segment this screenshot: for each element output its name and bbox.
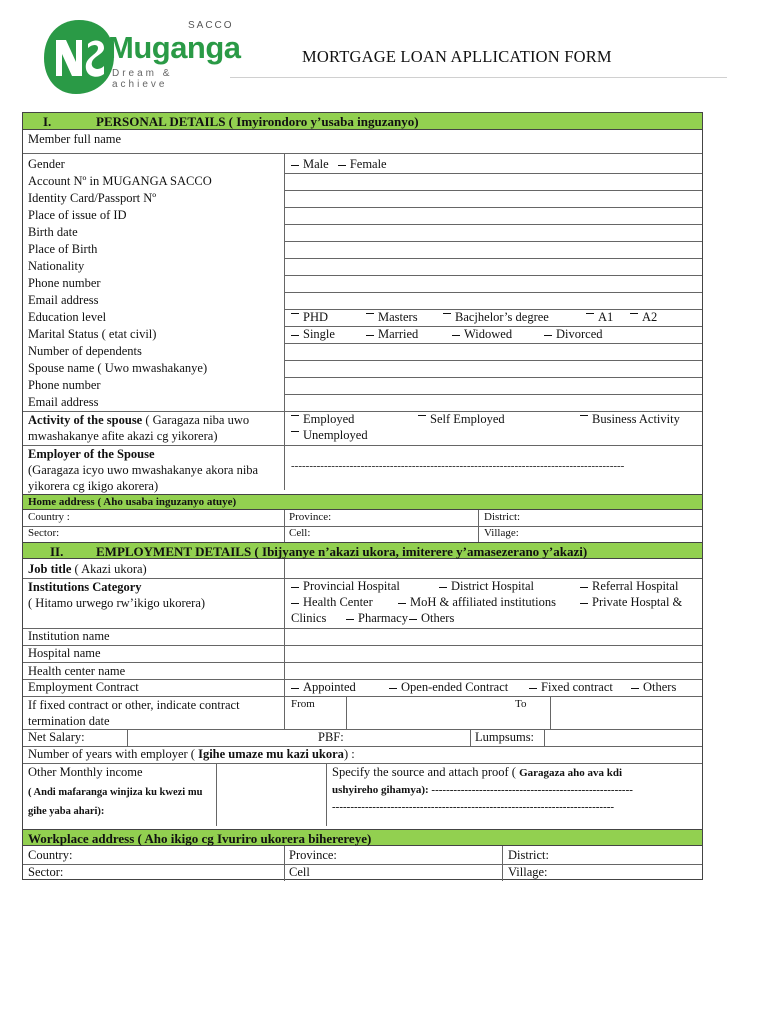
checkbox-icon xyxy=(291,431,299,432)
education-masters-option[interactable]: Masters xyxy=(366,310,418,325)
activity-unemployed-option[interactable]: Unemployed xyxy=(291,428,368,443)
marital-widowed-option[interactable]: Widowed xyxy=(452,327,512,342)
place-issue-label: Place of issue of ID xyxy=(28,208,127,222)
brand-tagline: Dream & achieve xyxy=(112,68,173,90)
column-divider xyxy=(284,154,285,490)
home-sector-label: Sector: xyxy=(28,527,60,539)
contract-others-option[interactable]: Others xyxy=(631,680,676,695)
column-divider xyxy=(216,763,217,826)
identity-label: Identity Card/Passport Nº xyxy=(28,191,157,205)
section-employment-header xyxy=(23,542,702,559)
hospital-name-label: Hospital name xyxy=(28,646,101,660)
lumpsums-label: Lumpsums: xyxy=(475,730,535,744)
row-line xyxy=(284,190,702,191)
checkbox-icon xyxy=(389,688,397,689)
row-line xyxy=(284,224,702,225)
work-district-label: District: xyxy=(508,848,549,862)
row-line xyxy=(23,763,702,764)
row-line xyxy=(284,360,702,361)
work-sector-label: Sector: xyxy=(28,865,64,879)
section-title: EMPLOYMENT DETAILS ( Ibijyanye n’akazi ukora, imiterere y’amasezerano y’akazi) xyxy=(96,544,588,559)
contract-appointed-option[interactable]: Appointed xyxy=(291,680,356,695)
column-divider xyxy=(544,729,545,746)
gender-options xyxy=(291,157,387,172)
title-divider xyxy=(230,77,727,78)
row-line xyxy=(23,153,702,154)
row-line xyxy=(284,377,702,378)
marital-divorced-option[interactable]: Divorced xyxy=(544,327,603,342)
checkbox-icon xyxy=(291,587,299,588)
checkbox-icon xyxy=(544,335,552,336)
checkbox-icon xyxy=(580,603,588,604)
workplace-address-title: Workplace address ( Aho ikigo cg Ivuriro ukorera biherereye) xyxy=(28,831,372,846)
activity-employed-option[interactable]: Employed xyxy=(291,412,354,427)
brand-name: Muganga xyxy=(108,30,241,65)
spouse-name-label: Spouse name ( Uwo mwashakanye) xyxy=(28,361,208,375)
checkbox-icon xyxy=(346,619,354,620)
member-name-label: Member full name xyxy=(28,132,122,146)
phone-label: Phone number xyxy=(28,276,101,290)
row-line xyxy=(284,292,702,293)
activity-business-option[interactable]: Business Activity xyxy=(580,412,680,427)
checkbox-icon xyxy=(291,603,299,604)
row-line xyxy=(284,275,702,276)
spouse-email-label: Email address xyxy=(28,395,99,409)
checkbox-icon xyxy=(291,313,299,314)
row-line xyxy=(284,258,702,259)
dependents-label: Number of dependents xyxy=(28,344,142,358)
checkbox-icon xyxy=(338,165,346,166)
checkbox-icon xyxy=(291,415,299,416)
termination-date-label: If fixed contract or other, indicate contract termination date xyxy=(28,698,240,728)
to-label: To xyxy=(515,698,527,710)
home-address-title: Home address ( Aho usaba inguzanyo atuye) xyxy=(28,496,237,508)
institution-category-label: Institutions Category ( Hitamo urwego rw’ikigo ukorera) xyxy=(28,580,206,610)
section-personal-header xyxy=(23,113,702,130)
row-line xyxy=(23,645,702,646)
form-title: MORTGAGE LOAN APLLICATION FORM xyxy=(302,47,612,66)
row-line xyxy=(23,729,702,730)
row-line xyxy=(284,173,702,174)
from-label: From xyxy=(291,698,315,710)
email-label: Email address xyxy=(28,293,99,307)
activity-self-employed-option[interactable]: Self Employed xyxy=(418,412,505,427)
home-village-label: Village: xyxy=(484,527,519,539)
marital-single-option[interactable]: Single xyxy=(291,327,335,342)
section-number: II. xyxy=(50,544,64,559)
row-line xyxy=(23,662,702,663)
checkbox-icon xyxy=(443,313,451,314)
pbf-label: PBF: xyxy=(318,730,344,744)
checkbox-icon xyxy=(366,313,374,314)
section-number: I. xyxy=(43,114,52,129)
checkbox-icon xyxy=(580,587,588,588)
place-birth-label: Place of Birth xyxy=(28,242,98,256)
education-bachelor-option[interactable]: Bacjhelor’s degree xyxy=(443,310,549,325)
checkbox-icon xyxy=(452,335,460,336)
gender-label: Gender xyxy=(28,157,65,171)
checkbox-icon xyxy=(418,415,426,416)
checkbox-icon xyxy=(580,415,588,416)
column-divider xyxy=(284,559,285,729)
row-line xyxy=(23,628,702,629)
education-a2-option[interactable]: A2 xyxy=(630,310,657,325)
checkbox-icon xyxy=(291,335,299,336)
home-address-header xyxy=(23,494,702,510)
inst-private-option[interactable]: Private Hosptal & xyxy=(580,595,682,610)
home-district-label: District: xyxy=(484,511,521,523)
marital-label: Marital Status ( etat civil) xyxy=(28,327,157,341)
contract-fixed-option[interactable]: Fixed contract xyxy=(529,680,613,695)
net-salary-label: Net Salary: xyxy=(28,730,85,744)
inst-others-option[interactable]: Others xyxy=(409,611,454,626)
education-label: Education level xyxy=(28,310,107,324)
column-divider xyxy=(346,696,347,729)
row-line xyxy=(284,241,702,242)
checkbox-icon xyxy=(398,603,406,604)
workplace-address-header xyxy=(23,829,702,846)
inst-health-center-option[interactable]: Health Center xyxy=(291,595,373,610)
row-line xyxy=(284,394,702,395)
spouse-phone-label: Phone number xyxy=(28,378,101,392)
inst-provincial-option[interactable]: Provincial Hospital xyxy=(291,579,400,594)
employment-contract-label: Employment Contract xyxy=(28,680,139,694)
education-a1-option[interactable]: A1 xyxy=(586,310,613,325)
application-form xyxy=(22,112,703,880)
institution-name-label: Institution name xyxy=(28,629,110,643)
row-line xyxy=(23,526,702,527)
checkbox-icon xyxy=(409,619,417,620)
work-country-label: Country: xyxy=(28,848,73,862)
spouse-activity-label: Activity of the spouse ( Garagaza niba uwo mwashakanye afite akazi cg yikorera) xyxy=(28,413,250,443)
checkbox-icon xyxy=(529,688,537,689)
inst-clinics-label: Clinics xyxy=(291,611,327,625)
checkbox-icon xyxy=(630,313,638,314)
section-title: PERSONAL DETAILS ( Imyirondoro y’usaba inguzanyo) xyxy=(96,114,419,129)
column-divider xyxy=(326,763,327,826)
work-village-label: Village: xyxy=(508,865,548,879)
work-cell-label: Cell xyxy=(289,865,310,879)
job-title-label: Job title ( Akazi ukora) xyxy=(28,562,147,576)
row-line xyxy=(23,864,702,865)
inst-moh-option[interactable]: MoH & affiliated institutions xyxy=(398,595,556,610)
muganga-logo xyxy=(42,18,241,98)
home-country-label: Country : xyxy=(28,511,70,523)
row-line xyxy=(284,207,702,208)
other-income-label: Other Monthly income xyxy=(28,765,143,779)
nationality-label: Nationality xyxy=(28,259,85,273)
health-center-name-label: Health center name xyxy=(28,664,126,678)
inst-referral-option[interactable]: Referral Hospital xyxy=(580,579,678,594)
birth-date-label: Birth date xyxy=(28,225,78,239)
work-province-label: Province: xyxy=(289,848,337,862)
spouse-employer-label: Employer of the Spouse (Garagaza icyo uwo mwashakanye akora niba yikorera cg ikigo akorera) xyxy=(28,447,259,493)
checkbox-icon xyxy=(366,335,374,336)
row-line xyxy=(284,343,702,344)
spouse-employer-line[interactable]: ------------------------------------------------------------------------------------------- xyxy=(291,460,625,472)
specify-source-label: Specify the source and attach proof ( Garagaza aho ava kdi xyxy=(332,765,623,779)
checkbox-icon xyxy=(291,688,299,689)
gender-female-option[interactable]: Female xyxy=(338,157,387,171)
column-divider xyxy=(127,729,128,746)
column-divider xyxy=(550,696,551,729)
checkbox-icon xyxy=(631,688,639,689)
inst-pharmacy-option[interactable]: Pharmacy xyxy=(346,611,408,626)
home-province-label: Province: xyxy=(289,511,332,523)
years-with-employer-label: Number of years with employer ( Igihe umaze mu kazi ukora) : xyxy=(28,747,355,761)
checkbox-icon xyxy=(586,313,594,314)
brand-sacco: SACCO xyxy=(188,20,234,31)
inst-district-option[interactable]: District Hospital xyxy=(439,579,534,594)
education-phd-option[interactable]: PHD xyxy=(291,310,328,325)
gender-male-option[interactable]: Male xyxy=(291,157,329,171)
home-cell-label: Cell: xyxy=(289,527,311,539)
column-divider xyxy=(470,729,471,746)
other-income-note: ( Andi mafaranga winjiza ku kwezi mu gihe yaba ahari): xyxy=(28,787,203,817)
account-no-label: Account Nº in MUGANGA SACCO xyxy=(28,174,212,188)
checkbox-icon xyxy=(439,587,447,588)
marital-married-option[interactable]: Married xyxy=(366,327,418,342)
contract-open-ended-option[interactable]: Open-ended Contract xyxy=(389,680,508,695)
specify-source-line[interactable]: ushyireho gihamya): ------------------------------------------------------- xyxy=(332,784,633,796)
checkbox-icon xyxy=(291,165,299,166)
muganga-logo-icon xyxy=(42,18,116,96)
specify-source-line-2[interactable]: ----------------------------------------------------------------------------- xyxy=(332,801,615,813)
